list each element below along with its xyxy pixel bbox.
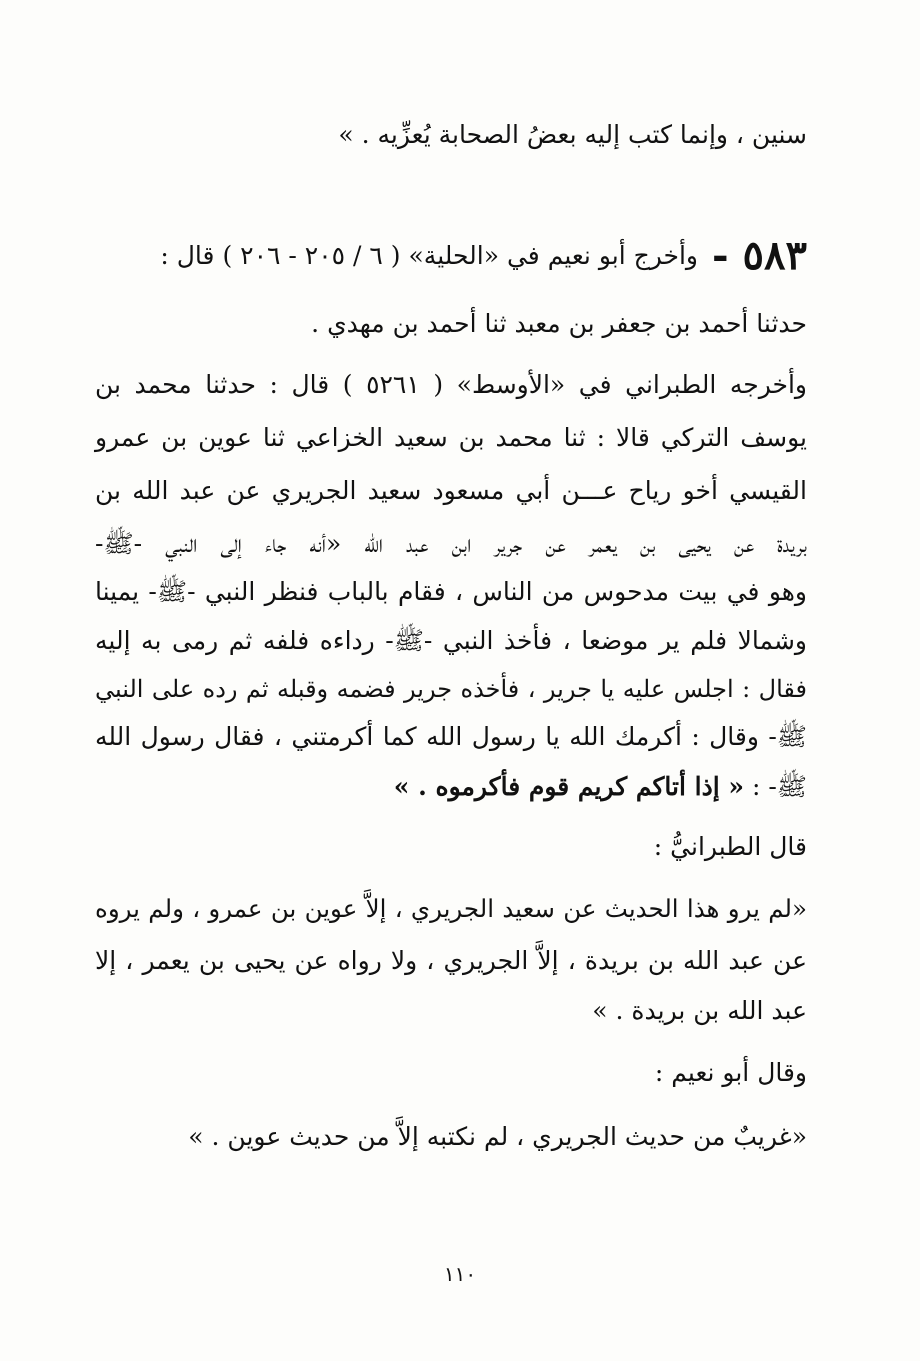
- paragraph-line: ﷺ- وقال : أكرمك الله يا رسول الله كما أكرمتني ، فقال رسول الله: [95, 722, 807, 751]
- quote-line: عن عبد الله بن بريدة ، إلاَّ الجريري ، ولا رواه عن يحيى بن يعمر ، إلا: [95, 946, 807, 975]
- abu-nuaym-said: وقال أبو نعيم :: [654, 1058, 807, 1087]
- page-number: ١١٠: [443, 1262, 477, 1286]
- paragraph-line: فقال : اجلس عليه يا جرير ، فأخذه جرير فضمه وقبله ثم رده على النبي: [95, 675, 807, 703]
- abu-nuaym-quote: «غريبٌ من حديث الجريري ، لم نكتبه إلاَّ من حديث عوين . »: [188, 1122, 807, 1151]
- paragraph-line: بريدة عن يحيى بن يعمر عن جرير ابن عبد الله «أنه جاء إلى النبي -ﷺ-: [95, 529, 807, 558]
- paragraph-line: وشمالا فلم ير موضعا ، فأخذ النبي -ﷺ- رداءه فلفه ثم رمى به إليه: [95, 626, 807, 655]
- paragraph-line: يوسف التركي قالا : ثنا محمد بن سعيد الخزاعي ثنا عوين بن عمرو: [95, 423, 807, 452]
- paragraph-line: القيسي أخو رياح عـــن أبي مسعود سعيد الجريري عن عبد الله بن: [95, 476, 807, 505]
- entry-number: ٥٨٣ -: [712, 232, 807, 279]
- entry-heading: [160, 234, 807, 278]
- entry-heading-text: وأخرج أبو نعيم في «الحلية» ( ٦ / ٢٠٥ - ٢٠٦ ) قال :: [160, 241, 699, 270]
- isnad-line: حدثنا أحمد بن جعفر بن معبد ثنا أحمد بن مهدي .: [311, 309, 807, 338]
- hadith-text: « إذا أتاكم كريم قوم فأكرموه . »: [393, 772, 745, 801]
- salutation-prefix: ﷺ- :: [751, 772, 807, 801]
- quote-line: عبد الله بن بريدة . »: [592, 996, 807, 1025]
- paragraph-line: وهو في بيت مدحوس من الناس ، فقام بالباب فنظر النبي -ﷺ- يمينا: [95, 577, 807, 606]
- paragraph-line: وأخرجه الطبراني في «الأوسط» ( ٥٢٦١ ) قال : حدثنا محمد بن: [95, 370, 807, 399]
- hadith-line: [394, 770, 807, 804]
- continuation-line: سنين ، وإنما كتب إليه بعضُ الصحابة يُعزِّيه . »: [338, 120, 807, 149]
- tabarani-said: قال الطبرانيُّ :: [653, 832, 807, 861]
- quote-line: «لم يرو هذا الحديث عن سعيد الجريري ، إلاَّ عوين بن عمرو ، ولم يروه: [95, 894, 807, 923]
